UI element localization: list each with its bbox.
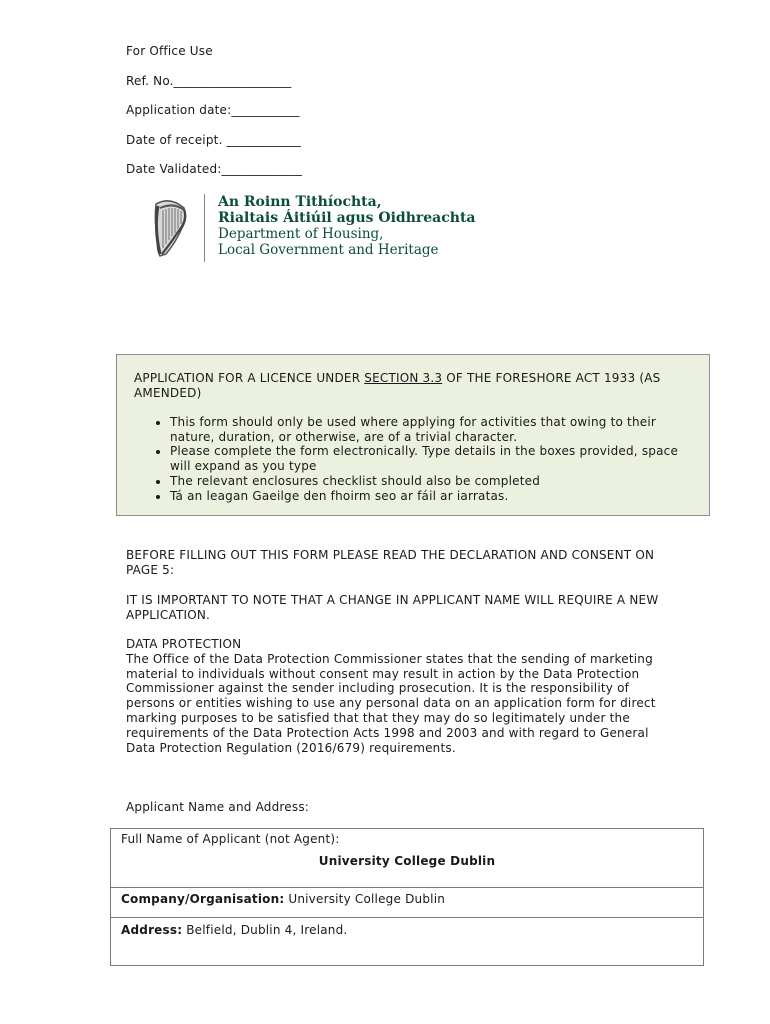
title-suffix: OF THE FORESHORE ACT 1933 (AS AMENDED)	[134, 371, 661, 400]
list-item: • Tá an leagan Gaeilge den fhoirm seo ar fáil ar iarratas.	[170, 489, 699, 504]
full-name-row	[111, 829, 703, 887]
instructions-list	[134, 415, 699, 503]
data-protection-section	[126, 637, 666, 755]
declaration-notice: BEFORE FILLING OUT THIS FORM PLEASE READ THE DECLARATION AND CONSENT ON PAGE 5:	[126, 548, 655, 577]
application-date-field: Application date:___________	[126, 103, 300, 117]
applicant-section-label: Applicant Name and Address:	[126, 800, 310, 814]
harp-icon	[148, 198, 192, 258]
date-validated-field: Date Validated:_____________	[126, 162, 303, 176]
logo-line-english-1: Department of Housing,	[218, 226, 384, 242]
logo-line-irish-2: Rialtais Áitiúil agus Oidhreachta	[218, 210, 476, 226]
title-prefix: APPLICATION FOR A LICENCE UNDER	[134, 371, 365, 385]
section-link[interactable]: SECTION 3.3	[364, 371, 443, 385]
applicant-table	[110, 828, 704, 966]
full-name-label: Full Name of Applicant (not Agent):	[121, 832, 340, 846]
list-item: • Please complete the form electronically. Type details in the boxes provided, space will expand as you type	[170, 444, 699, 473]
applicant-name-notice: IT IS IMPORTANT TO NOTE THAT A CHANGE IN APPLICANT NAME WILL REQUIRE A NEW APPLICATION.	[126, 593, 659, 622]
list-item: • This form should only be used where applying for activities that owing to their nature, duration, or otherwise, are of a trivial character.	[170, 415, 699, 444]
full-name-field[interactable]: University College Dublin	[318, 854, 496, 868]
logo-line-irish-1: An Roinn Tithíochta,	[218, 194, 382, 210]
data-protection-body: The Office of the Data Protection Commissioner states that the sending of marketing material to individuals without consent may result in action by the Data Protection Commissioner against the sender including prosecution. It is the responsibility of persons or entities wishing to use any personal data on an application form for direct marking purposes to be satisfied that that they may do so legitimately under the requirements of the Data Protection Acts 1998 and 2003 and with regard to General Data Protection Regulation (2016/679) requirements.	[126, 651, 656, 755]
ref-no-field: Ref. No.___________________	[126, 74, 292, 88]
address-row[interactable]	[111, 917, 703, 965]
department-logo	[148, 194, 476, 266]
logo-divider	[204, 194, 205, 262]
application-info-box	[116, 354, 710, 516]
company-row[interactable]	[111, 887, 703, 917]
address-label: Address:	[121, 923, 183, 937]
application-title	[134, 371, 699, 401]
company-field[interactable]: University College Dublin	[284, 892, 446, 906]
address-field[interactable]: Belfield, Dublin 4, Ireland.	[182, 923, 348, 937]
logo-text	[218, 194, 475, 258]
data-protection-heading: DATA PROTECTION	[126, 637, 242, 651]
list-item: • The relevant enclosures checklist should also be completed	[170, 474, 699, 489]
office-use-heading: For Office Use	[126, 44, 213, 58]
company-label: Company/Organisation:	[121, 892, 285, 906]
logo-line-english-2: Local Government and Heritage	[218, 242, 439, 258]
date-of-receipt-field: Date of receipt. ____________	[126, 133, 301, 147]
